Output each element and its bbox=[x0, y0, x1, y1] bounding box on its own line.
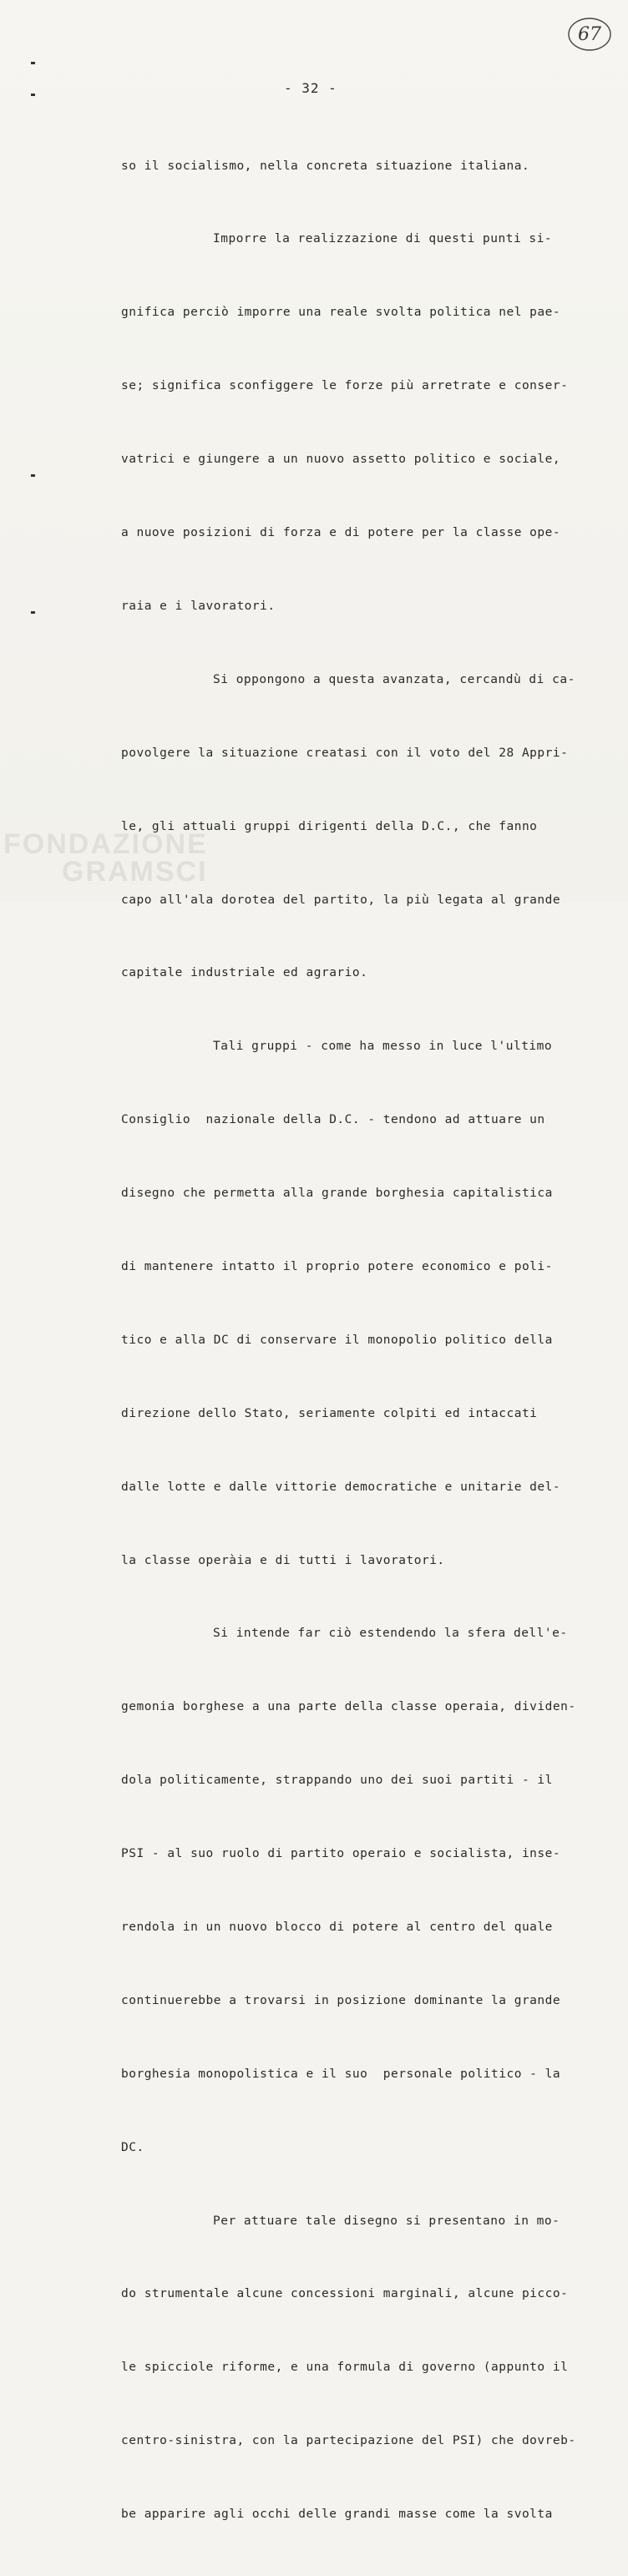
text-line: Si intende far ciò estendendo la sfera dell'e- bbox=[213, 1627, 568, 1641]
text-line: se; significa sconfiggere le forze più arretrate e conser- bbox=[121, 379, 569, 393]
typed-text-body bbox=[121, 105, 576, 2576]
archive-number-stamp bbox=[565, 15, 615, 53]
text-line: continuerebbe a trovarsi in posizione dominante la grande bbox=[121, 1993, 561, 2007]
text-line: capitale industriale ed agrario. bbox=[121, 966, 368, 980]
text-line: povolgere la situazione creatasi con il voto del 28 Appri- bbox=[121, 746, 569, 760]
text-line: so il socialismo, nella concreta situazione italiana. bbox=[121, 159, 530, 173]
text-line: di mantenere intatto il proprio potere economico e poli- bbox=[121, 1259, 553, 1273]
text-line: Consiglio nazionale della D.C. - tendono ad attuare un bbox=[121, 1113, 545, 1127]
text-line: vatrici e giungere a un nuovo assetto politico e sociale, bbox=[121, 453, 561, 467]
page-number: - 32 - bbox=[284, 80, 337, 96]
text-line: do strumentale alcune concessioni marginali, alcune picco- bbox=[121, 2287, 569, 2301]
text-line: DC. bbox=[121, 2140, 144, 2154]
text-line: dalle lotte e dalle vittorie democratiche e unitarie del- bbox=[121, 1480, 561, 1494]
text-line: Si oppongono a questa avanzata, cercandù di ca- bbox=[213, 672, 575, 686]
text-line: gnifica perciò imporre una reale svolta politica nel pae- bbox=[121, 306, 561, 320]
text-line: Tali gruppi - come ha messo in luce l'ultimo bbox=[213, 1040, 553, 1054]
text-line: rendola in un nuovo blocco di potere al centro del quale bbox=[121, 1920, 553, 1934]
text-line: tico e alla DC di conservare il monopolio politico della bbox=[121, 1333, 553, 1347]
watermark-line: FONDAZIONE bbox=[3, 828, 208, 860]
text-line: le spicciole riforme, e una formula di governo (appunto il bbox=[121, 2361, 569, 2375]
text-line: borghesia monopolistica e il suo personale politico - la bbox=[121, 2067, 561, 2081]
text-line: be apparire agli occhi delle grandi masse come la svolta bbox=[121, 2508, 553, 2522]
margin-mark bbox=[31, 94, 35, 96]
text-line: dola politicamente, strappando uno dei suoi partiti - il bbox=[121, 1774, 553, 1788]
text-line: gemonia borghese a una parte della classe operaia, dividen- bbox=[121, 1700, 576, 1714]
text-line: Per attuare tale disegno si presentano in mo- bbox=[213, 2214, 560, 2228]
margin-mark bbox=[31, 474, 35, 477]
margin-mark bbox=[31, 62, 35, 64]
text-line: a nuove posizioni di forza e di potere per la classe ope- bbox=[121, 526, 561, 540]
text-line: Imporre la realizzazione di questi punti si- bbox=[213, 232, 553, 246]
text-line: PSI - al suo ruolo di partito operaio e socialista, inse- bbox=[121, 1847, 561, 1861]
text-line: disegno che permetta alla grande borghesia capitalistica bbox=[121, 1187, 553, 1201]
watermark-line: GRAMSCI bbox=[62, 856, 208, 888]
archive-watermark bbox=[3, 828, 208, 888]
text-line: centro-sinistra, con la partecipazione del PSI) che dovreb- bbox=[121, 2434, 576, 2448]
text-line: le, gli attuali gruppi dirigenti della D.C., che fanno bbox=[121, 819, 538, 833]
text-line: raia e i lavoratori. bbox=[121, 599, 276, 613]
text-line: direzione dello Stato, seriamente colpiti ed intaccati bbox=[121, 1406, 538, 1420]
text-line: la classe operàia e di tutti i lavoratori. bbox=[121, 1553, 445, 1567]
margin-mark bbox=[31, 611, 35, 614]
archive-number-text: 67 bbox=[578, 23, 601, 45]
text-line: capo all'ala dorotea del partito, la più legata al grande bbox=[121, 893, 561, 907]
